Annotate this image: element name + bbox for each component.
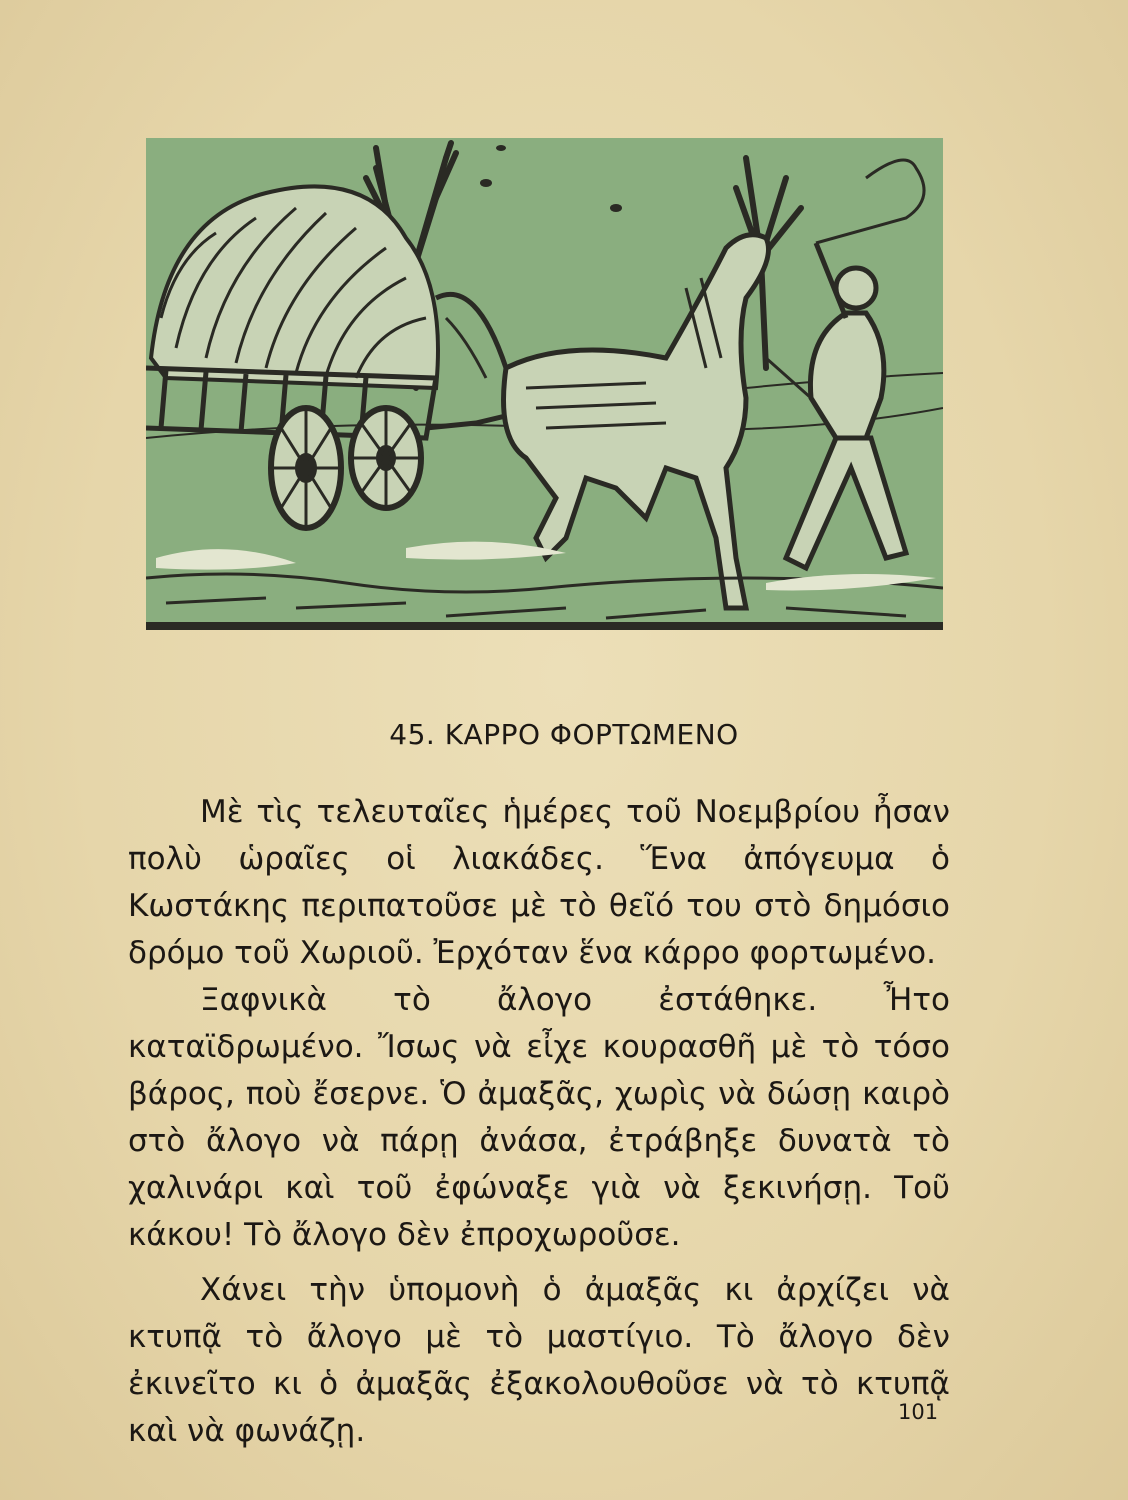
woodcut-illustration [146, 138, 943, 630]
page-number: 101 [898, 1400, 939, 1424]
paragraph-2: Ξαφνικὰ τὸ ἄλογο ἐστάθηκε. Ἦτο καταϊδρωμένο. Ἴσως νὰ εἶχε κουρασθῆ μὲ τὸ τόσο βάρος, ποὺ ἔσερνε. Ὁ ἀμαξᾶς, χωρὶς νὰ δώσῃ καιρὸ στὸ ἄλογο νὰ πάρῃ ἀνάσα, ἐτράβηξε δυνατὰ τὸ χαλινάρι καὶ τοῦ ἐφώναξε γιὰ νὰ ξεκινήσῃ. Τοῦ κάκου! Τὸ ἄλογο δὲν ἐπροχωροῦσε. [128, 982, 950, 1253]
paragraph-3: Χάνει τὴν ὑπομονὴ ὁ ἀμαξᾶς κι ἀρχίζει νὰ κτυπᾷ τὸ ἄλογο μὲ τὸ μαστίγιο. Τὸ ἄλογο δὲν ἐκινεῖτο κι ὁ ἀμαξᾶς ἐξακολουθοῦσε νὰ τὸ κτυπᾷ καὶ νὰ φωνάζῃ. [128, 1272, 950, 1449]
story-text [128, 789, 950, 1455]
cart-wheel-back [351, 408, 421, 508]
cart-wheel-front [271, 408, 341, 528]
paragraph-1: Μὲ τὶς τελευταῖες ἡμέρες τοῦ Νοεμβρίου ἦσαν πολὺ ὡραῖες οἱ λιακάδες. Ἕνα ἀπόγευμα ὁ Κωστάκης περιπατοῦσε μὲ τὸ θεῖό του στὸ δημόσιο δρόμο τοῦ Χωριοῦ. Ἐρχόταν ἕνα κάρρο φορτωμένο. [128, 794, 950, 971]
chapter-title: 45. ΚΑΡΡΟ ΦΟΡΤΩΜΕΝΟ [389, 718, 739, 751]
hay-cart-horse-drawing [146, 138, 943, 630]
